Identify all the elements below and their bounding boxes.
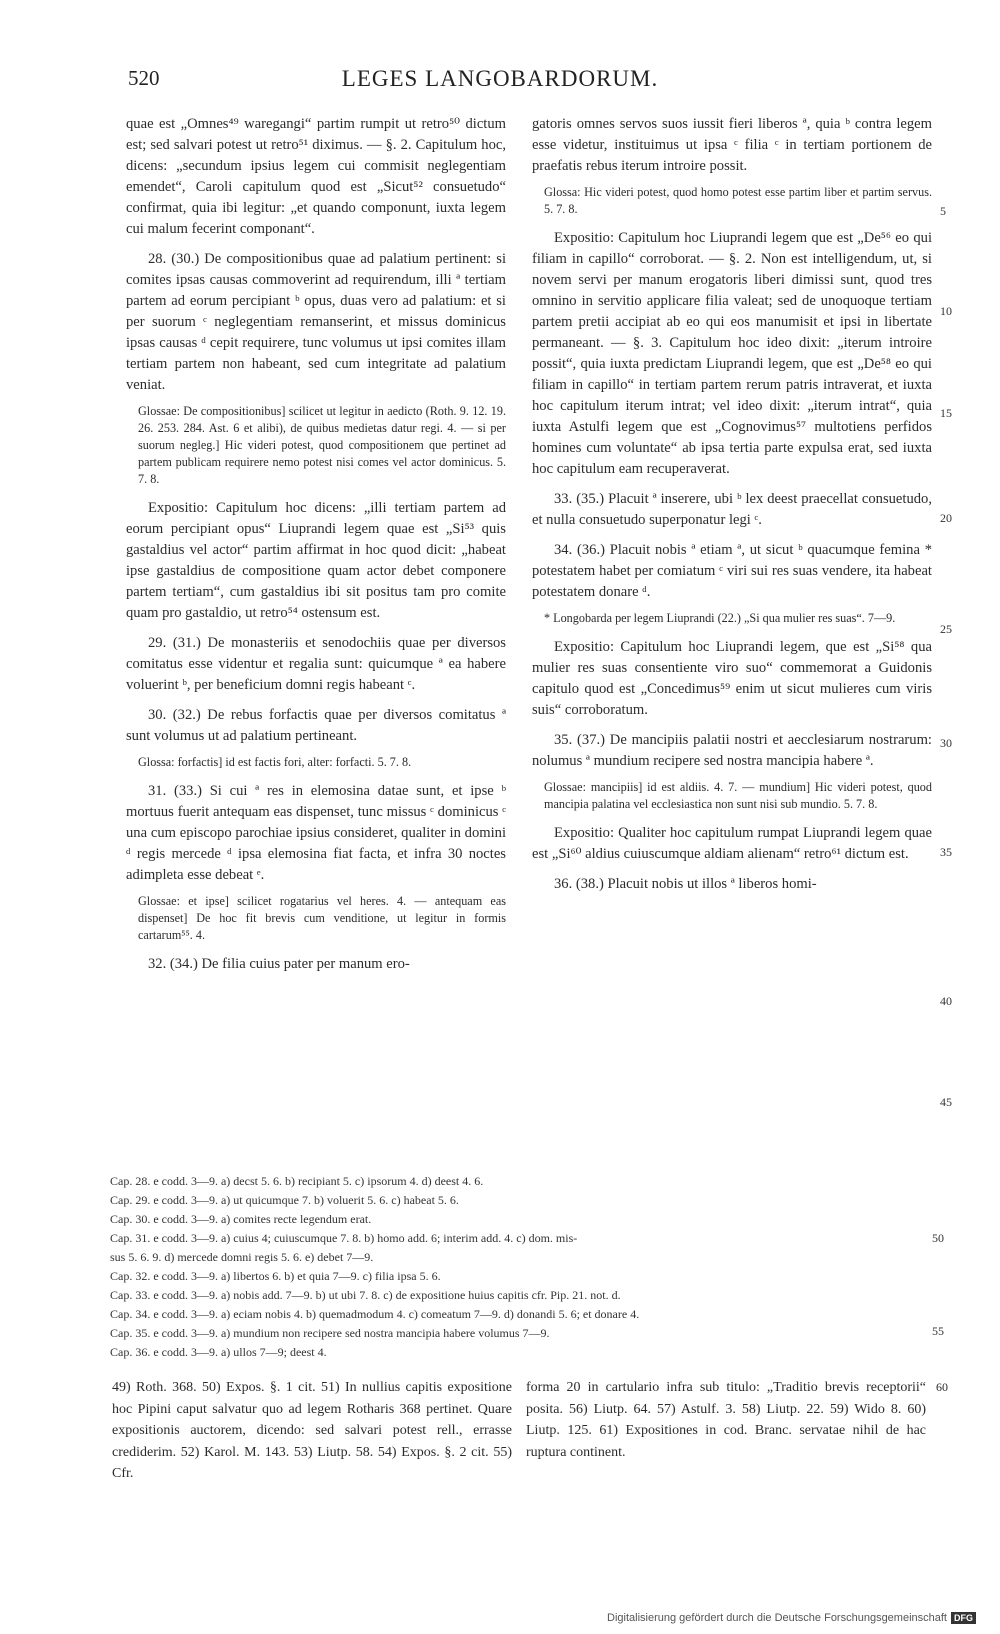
chapter-33: 33. (35.) Placuit ª inserere, ubi ᵇ lex deest praecellat consuetudo, et nulla consuetudo superponatur legi ᶜ. <box>532 491 932 528</box>
chapter-32: 32. (34.) De filia cuius pater per manum ero- <box>148 956 410 972</box>
chapter-35: 35. (37.) De mancipiis palatii nostri et aecclesiarum nostrarum: nolumus ª mundium recipere sed nostra mancipia habere ª. <box>532 732 932 769</box>
apparatus-line: Cap. 30. e codd. 3—9. a) comites recte legendum erat. <box>110 1212 372 1226</box>
expositio: Expositio: Capitulum hoc dicens: „illi tertiam partem ad eorum percipiant opus“ Liuprandi legem quae est „Si⁵³ quis gastaldius vel actor“ partim affirmat in hoc quod dicit: „habeat ipse gastaldius de compositione quam actor debet componere partem tertiam“, cum gastaldius ibi sit positus tam pro comite quam pro gastaldio, ut retro⁵⁴ ostensum est. <box>126 500 506 621</box>
gloss: Glossa: Hic videri potest, quod homo potest esse partim liber et partim servus. 5. 7. 8. <box>544 185 932 216</box>
footer <box>607 1612 976 1624</box>
critical-apparatus <box>110 1172 944 1362</box>
chapter-34: 34. (36.) Placuit nobis ª etiam ª, ut sicut ᵇ quacumque femina * potestatem habet per comiatum ᶜ viri sui res suas vendere, ita habeat potestatem donare ᵈ. <box>532 542 932 600</box>
paragraph: quae est „Omnes⁴⁹ waregangi“ partim rumpit ut retro⁵⁰ dictum est; sed salvari potest ut retro⁵¹ diximus. — §. 2. Capitulum hoc, dicens: „secundum ipsius legem cui commisit neglegentiam emendet“, Caroli capitulum quod est „Sicut⁵² consuetudo“ confirmat, quia ibi legitur: „et quando componunt, iuxta legem cui malum fecerint componant“. <box>126 116 506 237</box>
apparatus-line: Cap. 32. e codd. 3—9. a) libertos 6. b) et quia 7—9. c) filia ipsa 5. 6. <box>110 1269 441 1283</box>
apparatus-line: sus 5. 6. 9. d) mercede domni regis 5. 6. e) debet 7—9. <box>110 1250 374 1264</box>
gloss: Glossae: De compositionibus] scilicet ut legitur in aedicto (Roth. 9. 12. 19. 26. 253. 284. Ast. 6 et alibi), de quibus medietas datur regi. 4. — si per suorum negleg.] Hic videri potest, quod compositionem que pertinet ad partem publicam requirere nemo potest nisi comes vel actor dominicus. 5. 7. 8. <box>138 404 506 486</box>
running-title: LEGES LANGOBARDORUM. <box>341 66 659 91</box>
page-header <box>0 66 1000 96</box>
apparatus-line: Cap. 29. e codd. 3—9. a) ut quicumque 7. b) voluerit 5. 6. c) habeat 5. 6. <box>110 1193 459 1207</box>
chapter-36: 36. (38.) Placuit nobis ut illos ª liberos homi- <box>554 876 817 892</box>
line-number: 20 <box>940 511 952 525</box>
paragraph: gatoris omnes servos suos iussit fieri liberos ª, quia ᵇ contra legem esse videtur, instituimus ut ipsa ᶜ filia ᶜ in tertiam portionem de praefatis rebus iterum introire possit. <box>532 116 932 174</box>
apparatus-line: Cap. 35. e codd. 3—9. a) mundium non recipere sed nostra mancipia habere volumus 7—9. <box>110 1326 550 1340</box>
apparatus-line: Cap. 28. e codd. 3—9. a) decst 5. 6. b) recipiant 5. c) ipsorum 4. d) deest 4. 6. <box>110 1174 484 1188</box>
page-number: 520 <box>128 66 160 90</box>
line-number: 10 <box>940 304 952 318</box>
chapter-31: 31. (33.) Si cui ª res in elemosina datae sunt, et ipse ᵇ mortuus fuerit antequam eas dispenset, tunc missus ᶜ dominicus ᶜ una cum episcopo parochiae ipsius consideret, qualiter in domini ᵈ regis mercede ᵈ ipsa elemosina fiat facta, et infra 30 noctes adimpleta esse debeat ᵉ. <box>126 783 506 883</box>
chapter-29: 29. (31.) De monasteriis et senodochiis quae per diversos comitatus esse videntur et regalia sunt: quicumque ª ea habere voluerint ᵇ, per beneficium domni regis habeant ᶜ. <box>126 635 506 693</box>
expositio: Expositio: Capitulum hoc Liuprandi legem que est „De⁵⁶ eo qui filiam in capillo“ corroborat. — §. 2. Non est intelligendum, ut, si novem servi per manum erogatoris liberi dimissi sunt, quod tres omnino in servitio applicare filia valeat; sed de unoquoque tertiam partem pretii accipiat ab eo qui eos manumisit et ipsi in libertate permaneant. — §. 3. Capitulum hoc ideo dixit: „iterum introire possit“, quia iuxta predictam Liuprandi legem, que est „De⁵⁸ eo qui filiam in capillo“ in tertiam partem rerum patris intraverat, et iuxta hoc capitulum iterum intrat; vel ideo dixit: „iterum intrat“, quia iuxta Astulfi legem que est „Cognovimus⁵⁷ multotiens perfidos homines cum voluntate“ ab ipsa tertia parte expulsa erat, sed iuxta hoc capitulum eam recuperaverat. <box>532 230 932 477</box>
gloss: Glossae: mancipiis] id est aldiis. 4. 7. — mundium] Hic videri potest, quod mancipia palatina vel ecclesiastica non sunt nisi sub mundio. 5. 7. 8. <box>544 780 932 811</box>
line-number: 55 <box>932 1324 944 1338</box>
funding-note: Digitalisierung gefördert durch die Deutsche Forschungsgemeinschaft <box>607 1612 947 1624</box>
line-number: 40 <box>940 994 952 1008</box>
line-number: 35 <box>940 845 952 859</box>
right-column <box>532 114 932 904</box>
line-number: 30 <box>940 736 952 750</box>
apparatus-line: Cap. 31. e codd. 3—9. a) cuius 4; cuiuscumque 7. 8. b) homo add. 6; interim add. 4. c) dom. mis- <box>110 1231 578 1245</box>
dfg-logo-icon: DFG <box>951 1612 976 1624</box>
chapter-30: 30. (32.) De rebus forfactis quae per diversos comitatus ª sunt volumus ut ad palatium pertineant. <box>126 707 506 744</box>
side-note: * Longobarda per legem Liuprandi (22.) „Si qua mulier res suas“. 7—9. <box>544 611 896 625</box>
line-number: 15 <box>940 406 952 420</box>
footnotes-left: 49) Roth. 368. 50) Expos. §. 1 cit. 51) In nullius capitis expositione hoc Pipini caput salvatur quo ad legem Rotharis 368 pertinet. Quare expositionis auctorem, dicendo: sed salvari potest rell., errasse crediderim. 52) Karol. M. 143. 53) Liutp. 58. 54) Expos. §. 2 cit. 55) Cfr. <box>112 1380 512 1481</box>
line-number: 25 <box>940 622 952 636</box>
apparatus-line: Cap. 36. e codd. 3—9. a) ullos 7—9; deest 4. <box>110 1345 327 1359</box>
gloss: Glossa: forfactis] id est factis fori, alter: forfacti. 5. 7. 8. <box>138 755 412 769</box>
line-number: 50 <box>932 1231 944 1245</box>
expositio: Expositio: Capitulum hoc Liuprandi legem, que est „Si⁵⁸ qua mulier res suas consentiente viro suo“ commemorat a Guidonis capitulo quod est „Concedimus⁵⁹ enim ut sicut mulieres cum viris suis“ corroboratum. <box>532 639 932 718</box>
line-number: 60 <box>936 1380 948 1394</box>
footnotes-right <box>526 1377 948 1463</box>
chapter-28: 28. (30.) De compositionibus quae ad palatium pertinent: si comites ipsas causas commoverint ad requirendum, illi ª tertiam partem ad eorum percipiant ᵇ opus, duas vero ad palatium: et si per suorum ᶜ neglegentiam remanserint, et missus dominicus ipsas causas ᵈ cepit requirere, tunc volumus ut ipsi comites illam tertiam partem non habeant, sed cum integritate ad palatium veniat. <box>126 251 506 393</box>
expositio: Expositio: Qualiter hoc capitulum rumpat Liuprandi legem quae est „Si⁶⁰ aldius cuiuscumque aldiam alienam“ retro⁶¹ dictum est. <box>532 825 932 862</box>
apparatus-line: Cap. 33. e codd. 3—9. a) nobis add. 7—9. b) ut ubi 7. 8. c) de expositione huius capitis cfr. Pip. 21. not. d. <box>110 1288 621 1302</box>
line-number: 45 <box>940 1095 952 1109</box>
apparatus-line: Cap. 34. e codd. 3—9. a) eciam nobis 4. b) quemadmodum 4. c) comeatum 7—9. d) donandi 5. 6; et donare 4. <box>110 1307 640 1321</box>
line-number: 5 <box>940 204 946 218</box>
gloss: Glossae: et ipse] scilicet rogatarius vel heres. 4. — antequam eas dispenset] De hoc fit brevis cum venditione, ut legitur in formis cartarum⁵⁵. 4. <box>138 894 506 942</box>
footnotes-text: forma 20 in cartulario infra sub titulo: „Traditio brevis receptorii“ posita. 56) Liutp. 64. 57) Astulf. 3. 58) Liutp. 22. 59) Wido 8. 60) Liutp. 125. 61) Expositiones in cod. Branc. servatae nihil de hac ruptura continent. <box>526 1380 926 1460</box>
left-column <box>126 114 506 984</box>
